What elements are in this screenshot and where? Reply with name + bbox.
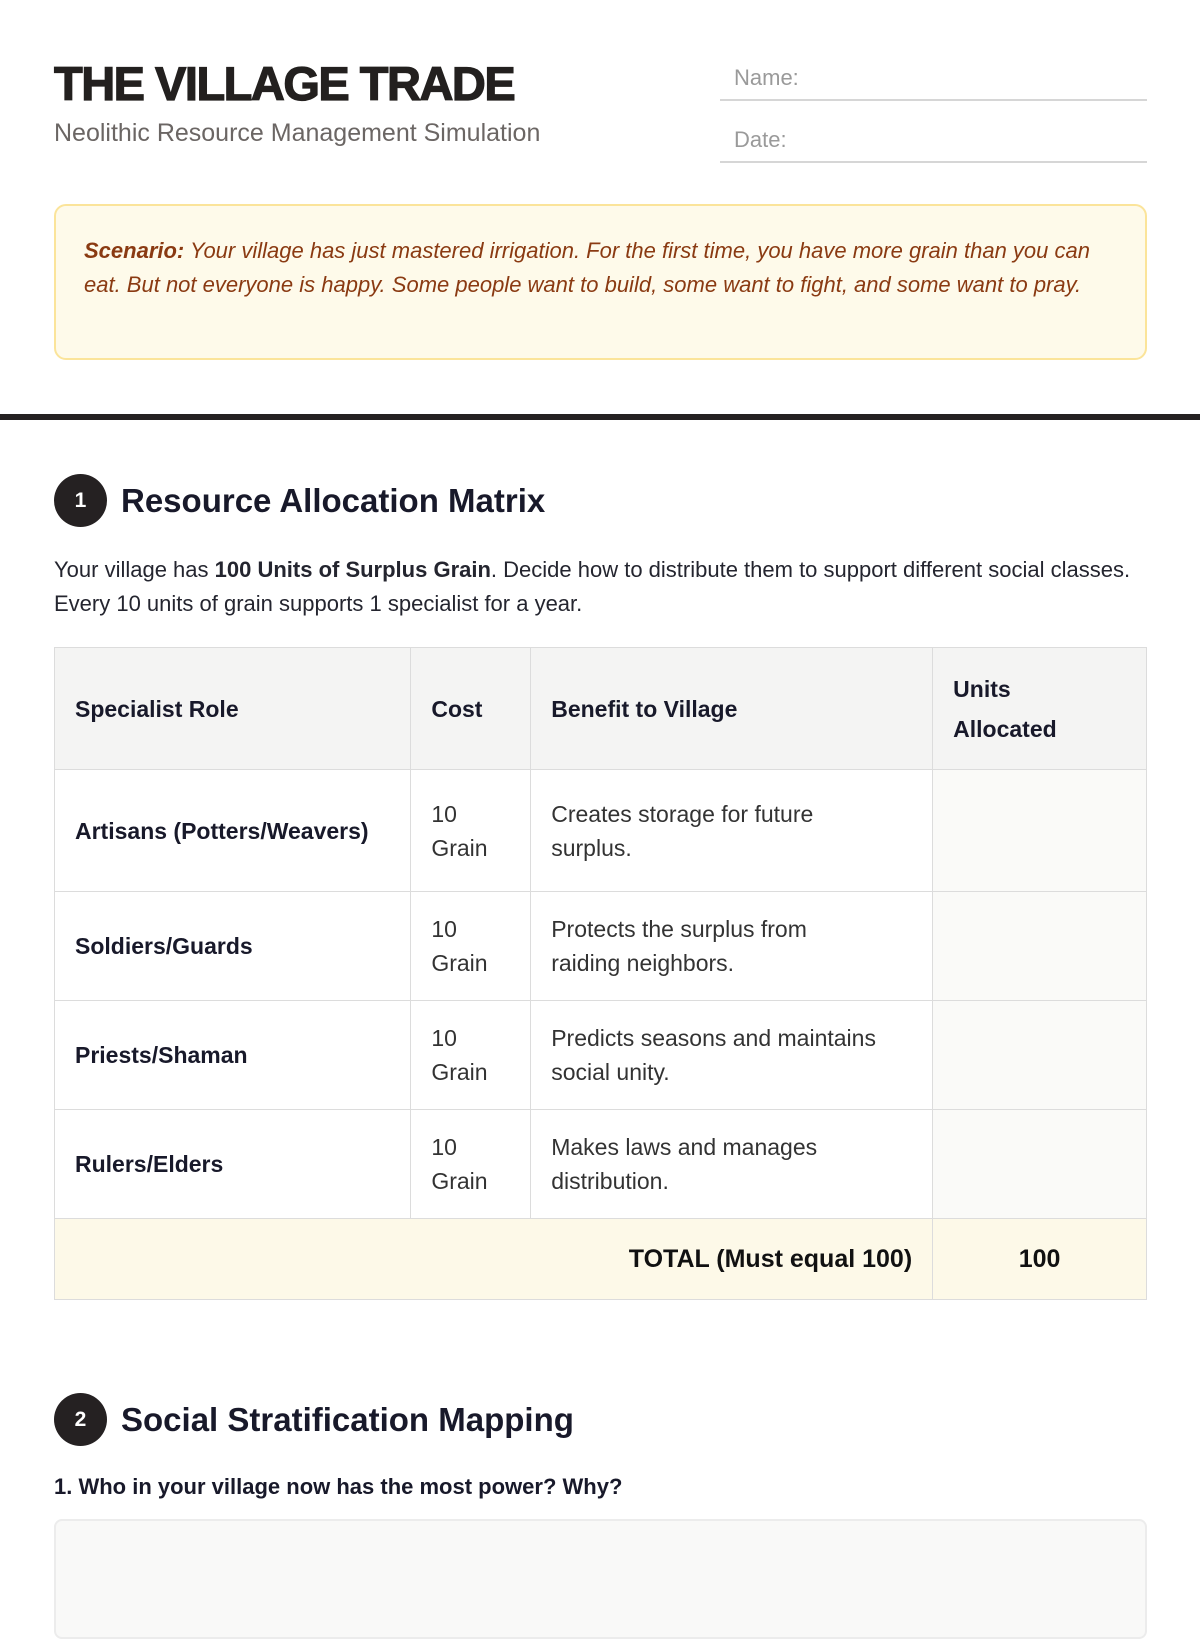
name-field[interactable] <box>720 57 1147 101</box>
cost-text: 10 Grain <box>431 916 488 976</box>
section-number-badge: 2 <box>54 1393 107 1446</box>
scenario-box <box>54 204 1147 360</box>
table-row <box>55 1001 1147 1110</box>
date-label: Date: <box>734 127 787 152</box>
role-cell: Priests/Shaman <box>55 1001 411 1110</box>
cost-text: 10 Grain <box>431 800 488 861</box>
benefit-cell <box>531 770 933 892</box>
table-header-row <box>55 648 1147 770</box>
intro-bold: 100 Units of Surplus Grain <box>214 557 491 582</box>
table-row <box>55 892 1147 1001</box>
benefit-text: Protects the surplus from raiding neighbors. <box>551 916 807 976</box>
answer-box-1[interactable] <box>54 1519 1147 1639</box>
scenario-text: Your village has just mastered irrigation. For the first time, you have more grain than you can eat. But not everyone is happy. Some people want to build, some want to fight, and some want to pray. <box>84 238 1090 297</box>
benefit-text: Creates storage for future surplus. <box>551 800 814 861</box>
header-units <box>933 648 1147 770</box>
header-benefit: Benefit to Village <box>531 648 933 770</box>
table-row <box>55 1110 1147 1219</box>
header-cost: Cost <box>411 648 531 770</box>
section-title: Resource Allocation Matrix <box>121 481 546 519</box>
cost-text: 10 Grain <box>431 1025 488 1085</box>
section-1-heading <box>54 474 545 527</box>
intro-text: Your village has <box>54 557 215 582</box>
benefit-text: Makes laws and manages distribution. <box>551 1134 818 1194</box>
cost-cell <box>411 1110 531 1219</box>
total-label: TOTAL (Must equal 100) <box>55 1219 933 1300</box>
benefit-text: Predicts seasons and maintains social unity. <box>551 1025 876 1085</box>
benefit-cell <box>531 892 933 1001</box>
cost-cell <box>411 770 531 892</box>
allocation-table <box>54 647 1147 1300</box>
section-number-badge: 1 <box>54 474 107 527</box>
page-subtitle: Neolithic Resource Management Simulation <box>54 119 541 147</box>
name-label: Name: <box>734 65 799 90</box>
divider <box>0 414 1200 420</box>
scenario-label: Scenario: <box>84 238 185 263</box>
units-input[interactable] <box>933 1001 1147 1110</box>
total-row <box>55 1219 1147 1300</box>
section-2-heading <box>54 1393 574 1446</box>
units-input[interactable] <box>933 892 1147 1001</box>
table-row <box>55 770 1147 892</box>
question-1: 1. Who in your village now has the most power? Why? <box>54 1474 623 1499</box>
units-input[interactable] <box>933 1110 1147 1219</box>
page-title: THE VILLAGE TRADE <box>54 57 515 110</box>
total-value: 100 <box>933 1219 1147 1300</box>
section-1-intro <box>54 553 1154 621</box>
cost-cell <box>411 892 531 1001</box>
role-cell: Artisans (Potters/Weavers) <box>55 770 411 892</box>
cost-cell <box>411 1001 531 1110</box>
benefit-cell <box>531 1110 933 1219</box>
cost-text: 10 Grain <box>431 1134 488 1194</box>
benefit-cell <box>531 1001 933 1110</box>
header-units-label: Units Allocated <box>953 675 1057 742</box>
role-cell: Rulers/Elders <box>55 1110 411 1219</box>
date-field[interactable] <box>720 119 1147 163</box>
header-role: Specialist Role <box>55 648 411 770</box>
intro-text: . Decide how to distribute them to support different social classes. Every 10 units of grain supports 1 specialist for a year. <box>54 557 1131 616</box>
section-title: Social Stratification Mapping <box>121 1400 574 1438</box>
role-cell: Soldiers/Guards <box>55 892 411 1001</box>
units-input[interactable] <box>933 770 1147 892</box>
